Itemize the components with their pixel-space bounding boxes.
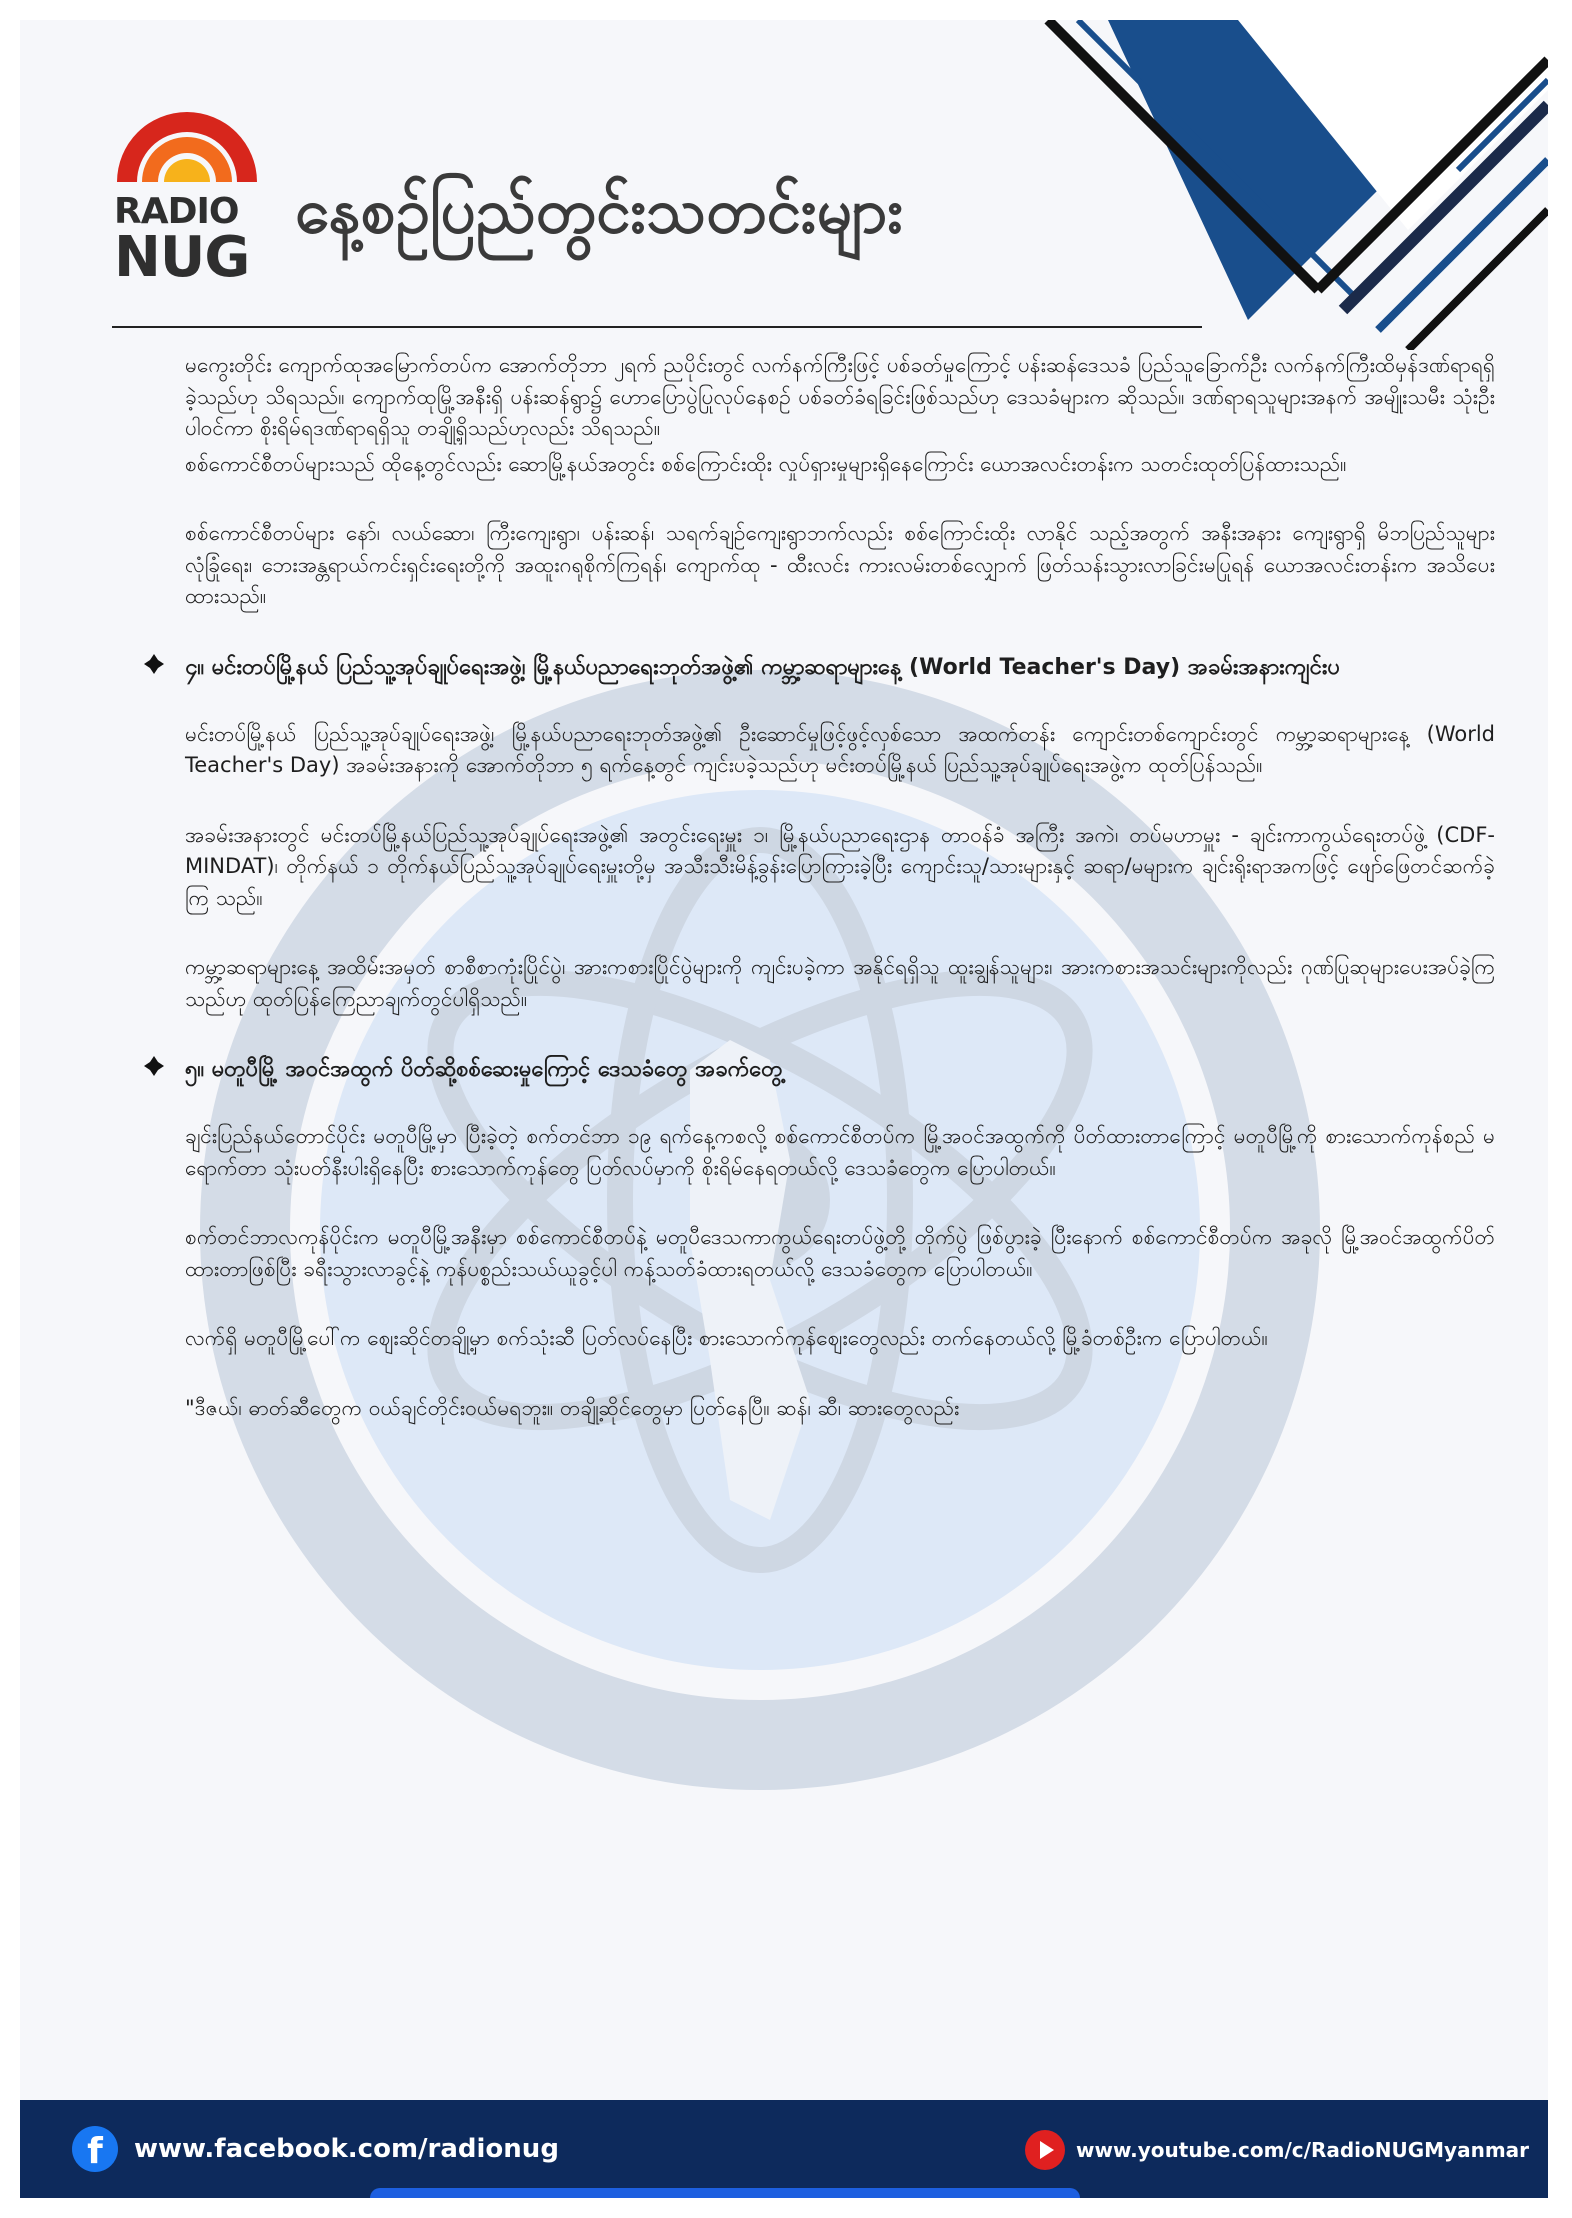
- diamond-bullet-icon: [143, 1055, 165, 1077]
- paragraph: လက်ရှိ မတူပီမြို့ပေါ်က ဈေးဆိုင်တချို့မှာ စက်သုံးဆီ ပြတ်လပ်နေပြီး စားသောက်ကုန်ဈေးတွေလည်း တက်နေတယ်လို့ မြို့ခံတစ်ဦးက ပြောပါတယ်။: [185, 1326, 1268, 1351]
- paragraph: မကွေးတိုင်း ကျောက်ထုအမြောက်တပ်က အောက်တိုဘာ ၂ရက် ညပိုင်းတွင် လက်နက်ကြီးဖြင့် ပစ်ခတ်မှုကြောင့် ပန်းဆန်ဒေသခံ ပြည်သူခြောက်ဦး လက်နက်ကြီးထိမှန်ဒဏ်ရာရရှိခဲ့သည်ဟု သိရသည်။ ကျောက်ထုမြို့အနီးရှိ ပန်းဆန်ရွာ၌ ဟောပြောပွဲပြုလုပ်နေစဉ် ပစ်ခတ်ခံရခြင်းဖြစ်သည်ဟု ဒေသခံများက ဆိုသည်။ ဒဏ်ရာရသူများအနက် အမျိုးသမီး သုံးဦးပါဝင်ကာ စိုးရိမ်ရဒဏ်ရာရရှိသူ တချို့ရှိသည်ဟုလည်း သိရသည်။: [185, 353, 1495, 440]
- document-page: [20, 20, 1548, 2100]
- section-heading-text: ၄။ မင်းတပ်မြို့နယ် ပြည်သူ့အုပ်ချုပ်ရေးအဖွဲ့၊ မြို့နယ်ပညာရေးဘုတ်အဖွဲ့၏ ကမ္ဘာ့ဆရာများနေ့ (World Teacher's Day) အခမ်းအနားကျင်းပ: [185, 654, 1341, 680]
- paragraph: စက်တင်ဘာလကုန်ပိုင်းက မတူပီမြို့အနီးမှာ စစ်ကောင်စီတပ်နဲ့ မတူပီဒေသကာကွယ်ရေးတပ်ဖွဲ့တို့ တိုက်ပွဲ ဖြစ်ပွားခဲ့ ပြီးနောက် စစ်ကောင်စီတပ်က အခုလို မြို့အဝင်အထွက်ပိတ်ထားတာဖြစ်ပြီး ခရီးသွားလာခွင့်နဲ့ ကုန်ပစ္စည်းသယ်ယူခွင့်ပါ ကန့်သတ်ခံထားရတယ်လို့ ဒေသခံတွေက ပြောပါတယ်။: [185, 1225, 1495, 1281]
- youtube-link[interactable]: www.youtube.com/c/RadioNUGMyanmar: [1076, 2138, 1530, 2162]
- paragraph: ကမ္ဘာ့ဆရာများနေ့ အထိမ်းအမှတ် စာစီစာကုံးပြိုင်ပွဲ၊ အားကစားပြိုင်ပွဲများကို ကျင်းပခဲ့ကာ အနိုင်ရရှိသူ ထူးချွန်သူများ၊ အားကစားအသင်းများကိုလည်း ဂုဏ်ပြုဆုများပေးအပ်ခဲ့ကြသည်ဟု ထုတ်ပြန်ကြေညာချက်တွင်ပါရှိသည်။: [185, 955, 1495, 1011]
- page-title: နေ့စဉ်ပြည်တွင်းသတင်းများ: [295, 174, 904, 247]
- paragraph: စစ်ကောင်စီတပ်များ နော်၊ လယ်ဆော၊ ကြီးကျေးရွာ၊ ပန်းဆန်၊ သရက်ချဉ်ကျေးရွာဘက်လည်း စစ်ကြောင်းထိုး လာနိုင် သည့်အတွက် အနီးအနား ကျေးရွာရှိ မိဘပြည်သူများ လုံခြုံရေး၊ ဘေးအန္တရာယ်ကင်းရှင်းရေးတို့ကို အထူးဂရုစိုက်ကြရန်၊ ကျောက်ထု - ထီးလင်း ကားလမ်းတစ်လျှောက် ဖြတ်သန်းသွားလာခြင်းမပြုရန် ယောအလင်းတန်းက အသိပေး ထားသည်။: [185, 521, 1495, 608]
- section-heading-4: [185, 651, 1495, 685]
- youtube-icon[interactable]: [1025, 2130, 1065, 2170]
- diamond-bullet-icon: [143, 653, 165, 675]
- footer-accent-bar: [370, 2188, 1080, 2198]
- footer-bar: [20, 2100, 1548, 2198]
- header: [112, 112, 1212, 352]
- paragraph: မင်းတပ်မြို့နယ် ပြည်သူ့အုပ်ချုပ်ရေးအဖွဲ့၊ မြို့နယ်ပညာရေးဘုတ်အဖွဲ့၏ ဦးဆောင်မှုဖြင့်ဖွင့်လှစ်သော အထက်တန်း ကျောင်းတစ်ကျောင်းတွင် ကမ္ဘာ့ဆရာများနေ့ (World Teacher's Day) အခမ်းအနားကို အောက်တိုဘာ ၅ ရက်နေ့တွင် ကျင်းပခဲ့သည်ဟု မင်းတပ်မြို့နယ် ပြည်သူ့အုပ်ချုပ်ရေးအဖွဲ့က ထုတ်ပြန်သည်။: [185, 721, 1495, 778]
- section-heading-text: ၅။ မတူပီမြို့ အဝင်အထွက် ပိတ်ဆို့စစ်ဆေးမှုကြောင့် ဒေသခံတွေ အခက်တွေ့: [185, 1057, 783, 1083]
- header-divider: [112, 326, 1202, 328]
- logo-text-radio: RADIO: [114, 191, 239, 232]
- facebook-icon[interactable]: f: [72, 2126, 118, 2172]
- article-body: [185, 350, 1495, 1462]
- paragraph: ချင်းပြည်နယ်တောင်ပိုင်း မတူပီမြို့မှာ ပြီးခဲ့တဲ့ စက်တင်ဘာ ၁၉ ရက်နေ့ကစလို့ စစ်ကောင်စီတပ်က မြို့အဝင်အထွက်ကို ပိတ်ထားတာကြောင့် မတူပီမြို့ကို စားသောက်ကုန်စည် မရောက်တာ သုံးပတ်နီးပါးရှိနေပြီး စားသောက်ကုန်တွေ ပြတ်လပ်မှာကို စိုးရိမ်နေရတယ်လို့ ဒေသခံတွေက ပြောပါတယ်။: [185, 1124, 1495, 1180]
- logo-text-nug: NUG: [114, 225, 250, 290]
- paragraph: "ဒီဇယ်၊ ဓာတ်ဆီတွေက ဝယ်ချင်တိုင်းဝယ်မရဘူး။ တချို့ဆိုင်တွေမှာ ပြတ်နေပြီ။ ဆန်၊ ဆီ၊ ဆားတွေလည်း: [185, 1395, 960, 1420]
- facebook-link[interactable]: www.facebook.com/radionug: [134, 2134, 559, 2164]
- section-heading-5: [185, 1053, 1495, 1087]
- paragraph: စစ်ကောင်စီတပ်များသည် ထိုနေ့တွင်လည်း ဆောမြို့နယ်အတွင်း စစ်ကြောင်းထိုး လှုပ်ရှားမှုများရှိနေကြောင်း ယောအလင်းတန်းက သတင်းထုတ်ပြန်ထားသည်။: [185, 451, 1347, 476]
- paragraph: အခမ်းအနားတွင် မင်းတပ်မြို့နယ်ပြည်သူ့အုပ်ချုပ်ရေးအဖွဲ့၏ အတွင်းရေးမှူး ၁၊ မြို့နယ်ပညာရေးဌာန တာဝန်ခံ အကြီး အကဲ၊ တပ်မဟာမှူး - ချင်းကာကွယ်ရေးတပ်ဖွဲ့ (CDF-MINDAT)၊ တိုက်နယ် ၁ တိုက်နယ်ပြည်သူ့အုပ်ချုပ်ရေးမှူးတို့မှ အသီးသီးမိန့်ခွန်းပြောကြားခဲ့ပြီး ကျောင်းသူ/သားများနှင့် ဆရာ/မများက ချင်းရိုးရာအကဖြင့် ဖျော်ဖြေတင်ဆက်ခဲ့ကြ သည်။: [185, 822, 1495, 910]
